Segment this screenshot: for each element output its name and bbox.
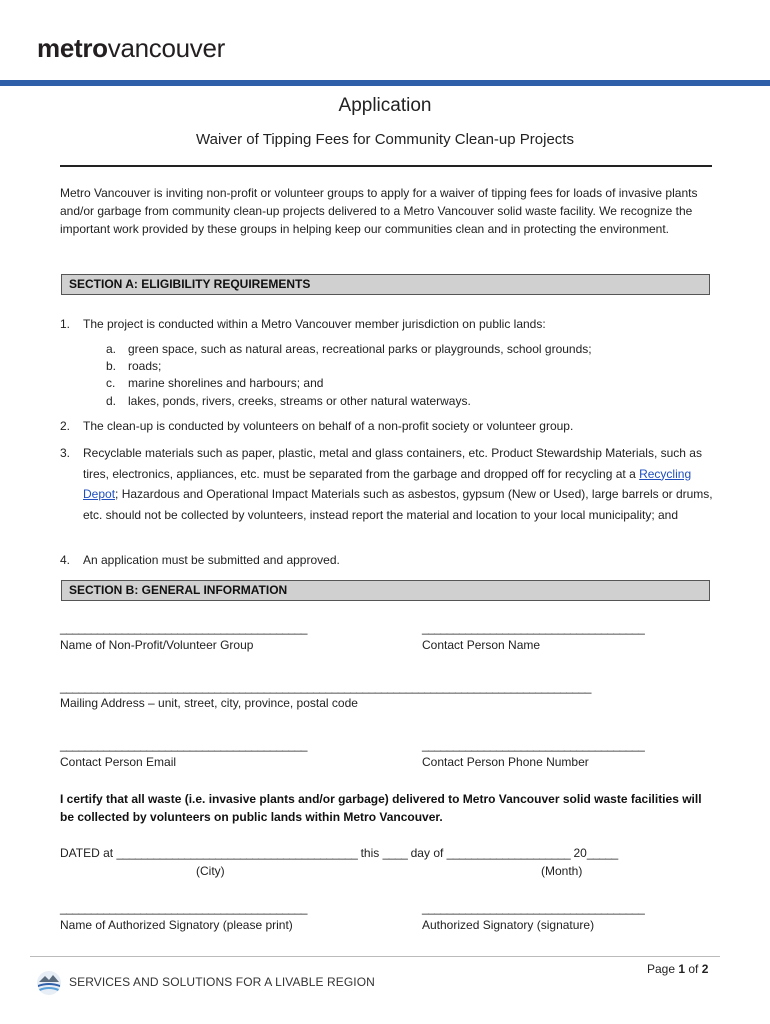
contact-email-label: Contact Person Email [60,755,177,769]
signatory-name-field[interactable]: ________________________________________ [60,901,307,915]
logo-bold-text: metro [37,33,108,63]
section-a-heading: SECTION A: ELIGIBILITY REQUIREMENTS [61,274,710,295]
header-accent-bar [0,80,770,86]
page-prefix: Page [647,962,679,976]
contact-name-field[interactable]: ____________________________________ [422,621,645,635]
dated-day-of: day of [407,846,447,860]
logo-light-text: vancouver [107,33,226,63]
dated-month-field[interactable]: ____________________ [446,846,571,860]
section-b-heading: SECTION B: GENERAL INFORMATION [61,580,710,601]
contact-email-field[interactable]: ________________________________________ [60,738,307,752]
item-3-text-after: ; Hazardous and Operational Impact Materials such as asbestos, gypsum (New or Used), large barrels or drums, etc. should not be collected by volunteers, instead report the material and location to your local municipality; and [83,487,713,522]
contact-phone-label: Contact Person Phone Number [422,755,589,769]
dated-year-field[interactable]: _____ [586,846,618,860]
dated-month-label: (Month) [541,864,583,878]
item-3-text-before: Recyclable materials such as paper, plastic, metal and glass containers, etc. Product Stewardship Materials, such as tires, electronics, appliances, etc. must be separated from the garbage and dropped off for recycling at a [83,446,702,481]
group-name-field[interactable]: ________________________________________ [60,621,307,635]
dated-this: this [357,846,383,860]
page-subtitle: Waiver of Tipping Fees for Community Clean-up Projects [196,131,574,148]
page-number [647,962,708,976]
mailing-address-field[interactable]: ______________________________________________________________________________________ [60,680,591,694]
sub-item-d-text: lakes, ponds, rivers, creeks, streams or other natural waterways. [128,394,471,408]
intro-paragraph: Metro Vancouver is inviting non-profit or volunteer groups to apply for a waiver of tipping fees for loads of invasive plants and/or garbage from community clean-up projects delivered to a Metro Vancouver solid waste facility. We recognize the important work provided by these groups in helping keep our communities clean and in protecting the environment. [60,186,698,236]
footer-tagline: SERVICES AND SOLUTIONS FOR A LIVABLE REGION [69,975,375,989]
footer-divider [30,956,720,957]
item-1-number: 1. [60,317,71,331]
item-2-number: 2. [60,419,71,433]
dated-line [60,846,618,860]
item-1-text: The project is conducted within a Metro Vancouver member jurisdiction on public lands: [83,317,546,331]
sub-item-d-letter: d. [106,394,117,408]
metro-vancouver-logo [37,33,225,64]
item-4-text: An application must be submitted and approved. [83,553,340,567]
group-name-label: Name of Non-Profit/Volunteer Group [60,638,254,652]
page-of: of [685,962,702,976]
mailing-address-label: Mailing Address – unit, street, city, province, postal code [60,696,358,710]
signatory-name-label: Name of Authorized Signatory (please print) [60,918,293,932]
signatory-signature-label: Authorized Signatory (signature) [422,918,595,932]
recycling-depot-link[interactable]: Recycling Depot [83,466,692,501]
dated-city-label: (City) [196,864,225,878]
contact-phone-field[interactable]: ____________________________________ [422,738,645,752]
sub-item-b-text: roads; [128,359,162,373]
certification-statement: I certify that all waste (i.e. invasive plants and/or garbage) delivered to Metro Vancouver solid waste facilities will be collected by volunteers on public lands within Metro Vancouver. [60,792,702,824]
page-title: Application [338,95,432,116]
sub-item-a-text: green space, such as natural areas, recreational parks or playgrounds, school grounds; [128,342,592,356]
sub-item-b-letter: b. [106,359,117,373]
sub-item-c-letter: c. [106,376,116,390]
dated-prefix: DATED at [60,846,117,860]
signatory-signature-field[interactable]: ____________________________________ [422,901,645,915]
metro-vancouver-emblem-icon [36,970,62,1001]
item-2-text: The clean-up is conducted by volunteers on behalf of a non-profit society or volunteer group. [83,419,574,433]
item-3-number: 3. [60,446,71,460]
dated-year-prefix: 20 [570,846,587,860]
sub-item-c-text: marine shorelines and harbours; and [128,376,324,390]
page-current: 1 [678,962,686,976]
item-4-number: 4. [60,553,71,567]
dated-day-field[interactable]: ____ [382,846,408,860]
dated-city-field[interactable]: _______________________________________ [116,846,358,860]
title-divider [60,165,712,167]
item-3-text [83,443,713,525]
contact-name-label: Contact Person Name [422,638,541,652]
page-total: 2 [701,962,709,976]
sub-item-a-letter: a. [106,342,117,356]
